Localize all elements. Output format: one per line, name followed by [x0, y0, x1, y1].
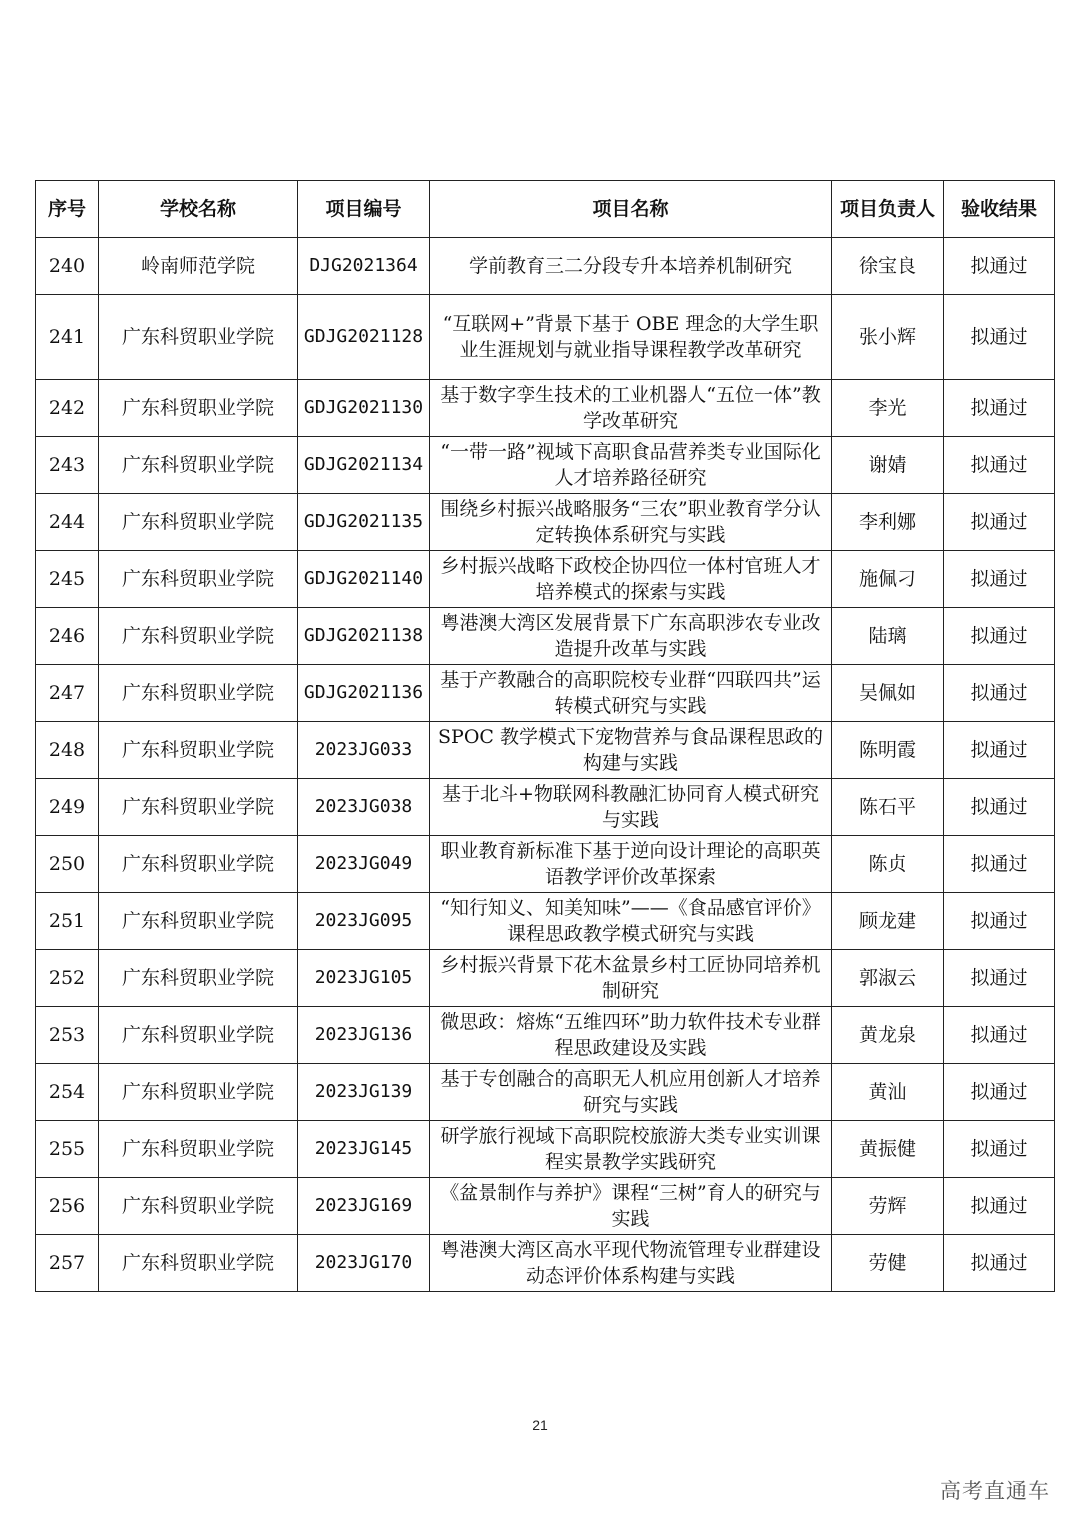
cell-result: 拟通过: [944, 295, 1055, 380]
project-acceptance-table: [35, 180, 1055, 1292]
cell-school: 广东科贸职业学院: [99, 950, 298, 1007]
cell-result: 拟通过: [944, 494, 1055, 551]
cell-seq: 245: [36, 551, 99, 608]
cell-result: 拟通过: [944, 1064, 1055, 1121]
cell-seq: 243: [36, 437, 99, 494]
cell-code: 2023JG170: [298, 1235, 430, 1292]
cell-result: 拟通过: [944, 437, 1055, 494]
cell-project-name: “一带一路”视域下高职食品营养类专业国际化人才培养路径研究: [430, 437, 832, 494]
cell-project-name: 研学旅行视域下高职院校旅游大类专业实训课程实景教学实践研究: [430, 1121, 832, 1178]
cell-project-name: 基于产教融合的高职院校专业群“四联四共”运转模式研究与实践: [430, 665, 832, 722]
cell-project-name: 《盆景制作与养护》课程“三树”育人的研究与实践: [430, 1178, 832, 1235]
header-code: 项目编号: [298, 181, 430, 238]
cell-leader: 黄龙泉: [832, 1007, 944, 1064]
cell-project-name: 乡村振兴战略下政校企协四位一体村官班人才培养模式的探索与实践: [430, 551, 832, 608]
header-result: 验收结果: [944, 181, 1055, 238]
cell-code: GDJG2021136: [298, 665, 430, 722]
header-name: 项目名称: [430, 181, 832, 238]
cell-school: 广东科贸职业学院: [99, 893, 298, 950]
cell-project-name: 学前教育三二分段专升本培养机制研究: [430, 238, 832, 295]
cell-result: 拟通过: [944, 836, 1055, 893]
cell-result: 拟通过: [944, 380, 1055, 437]
cell-leader: 黄汕: [832, 1064, 944, 1121]
cell-result: 拟通过: [944, 1178, 1055, 1235]
cell-school: 广东科贸职业学院: [99, 295, 298, 380]
cell-code: 2023JG136: [298, 1007, 430, 1064]
cell-project-name: “知行知义、知美知味”——《食品感官评价》课程思政教学模式研究与实践: [430, 893, 832, 950]
cell-school: 广东科贸职业学院: [99, 1064, 298, 1121]
cell-seq: 256: [36, 1178, 99, 1235]
cell-leader: 郭淑云: [832, 950, 944, 1007]
cell-project-name: 基于专创融合的高职无人机应用创新人才培养研究与实践: [430, 1064, 832, 1121]
header-leader: 项目负责人: [832, 181, 944, 238]
cell-result: 拟通过: [944, 551, 1055, 608]
table-row: [36, 295, 1055, 380]
table-row: [36, 380, 1055, 437]
cell-school: 广东科贸职业学院: [99, 437, 298, 494]
cell-school: 广东科贸职业学院: [99, 494, 298, 551]
cell-leader: 劳辉: [832, 1178, 944, 1235]
cell-code: 2023JG105: [298, 950, 430, 1007]
table-row: [36, 1121, 1055, 1178]
cell-seq: 244: [36, 494, 99, 551]
cell-code: GDJG2021130: [298, 380, 430, 437]
table-row: [36, 665, 1055, 722]
cell-school: 广东科贸职业学院: [99, 1007, 298, 1064]
cell-project-name: “互联网+”背景下基于 OBE 理念的大学生职业生涯规划与就业指导课程教学改革研究: [430, 295, 832, 380]
table-row: [36, 551, 1055, 608]
cell-seq: 248: [36, 722, 99, 779]
cell-leader: 陈明霞: [832, 722, 944, 779]
page-number: 21: [532, 1417, 548, 1433]
cell-seq: 241: [36, 295, 99, 380]
cell-leader: 李光: [832, 380, 944, 437]
table-row: [36, 494, 1055, 551]
table-row: [36, 238, 1055, 295]
cell-seq: 255: [36, 1121, 99, 1178]
cell-code: 2023JG169: [298, 1178, 430, 1235]
header-seq: 序号: [36, 181, 99, 238]
cell-seq: 254: [36, 1064, 99, 1121]
cell-project-name: 粤港澳大湾区高水平现代物流管理专业群建设动态评价体系构建与实践: [430, 1235, 832, 1292]
table-row: [36, 893, 1055, 950]
cell-leader: 李利娜: [832, 494, 944, 551]
cell-school: 广东科贸职业学院: [99, 608, 298, 665]
cell-code: GDJG2021134: [298, 437, 430, 494]
cell-school: 广东科贸职业学院: [99, 779, 298, 836]
cell-leader: 陈石平: [832, 779, 944, 836]
cell-code: 2023JG033: [298, 722, 430, 779]
cell-school: 广东科贸职业学院: [99, 1121, 298, 1178]
cell-seq: 257: [36, 1235, 99, 1292]
cell-result: 拟通过: [944, 1235, 1055, 1292]
cell-result: 拟通过: [944, 238, 1055, 295]
cell-school: 广东科贸职业学院: [99, 551, 298, 608]
cell-code: 2023JG038: [298, 779, 430, 836]
table-row: [36, 1235, 1055, 1292]
cell-code: GDJG2021140: [298, 551, 430, 608]
cell-seq: 251: [36, 893, 99, 950]
cell-leader: 黄振健: [832, 1121, 944, 1178]
cell-seq: 250: [36, 836, 99, 893]
cell-code: 2023JG145: [298, 1121, 430, 1178]
cell-seq: 246: [36, 608, 99, 665]
cell-project-name: 职业教育新标准下基于逆向设计理论的高职英语教学评价改革探索: [430, 836, 832, 893]
cell-project-name: 围绕乡村振兴战略服务“三农”职业教育学分认定转换体系研究与实践: [430, 494, 832, 551]
cell-seq: 249: [36, 779, 99, 836]
table-row: [36, 1178, 1055, 1235]
cell-result: 拟通过: [944, 1007, 1055, 1064]
cell-leader: 谢婧: [832, 437, 944, 494]
table-row: [36, 608, 1055, 665]
cell-code: GDJG2021138: [298, 608, 430, 665]
cell-result: 拟通过: [944, 779, 1055, 836]
table-header-row: [36, 181, 1055, 238]
cell-code: 2023JG095: [298, 893, 430, 950]
cell-result: 拟通过: [944, 893, 1055, 950]
cell-result: 拟通过: [944, 1121, 1055, 1178]
cell-school: 岭南师范学院: [99, 238, 298, 295]
cell-seq: 247: [36, 665, 99, 722]
table-row: [36, 836, 1055, 893]
cell-seq: 252: [36, 950, 99, 1007]
cell-code: GDJG2021128: [298, 295, 430, 380]
cell-school: 广东科贸职业学院: [99, 665, 298, 722]
cell-leader: 施佩刁: [832, 551, 944, 608]
cell-seq: 242: [36, 380, 99, 437]
cell-school: 广东科贸职业学院: [99, 380, 298, 437]
cell-code: 2023JG139: [298, 1064, 430, 1121]
cell-school: 广东科贸职业学院: [99, 1235, 298, 1292]
table-row: [36, 1007, 1055, 1064]
table-row: [36, 722, 1055, 779]
cell-leader: 徐宝良: [832, 238, 944, 295]
cell-code: GDJG2021135: [298, 494, 430, 551]
cell-code: 2023JG049: [298, 836, 430, 893]
cell-project-name: 微思政：熔炼“五维四环”助力软件技术专业群程思政建设及实践: [430, 1007, 832, 1064]
cell-school: 广东科贸职业学院: [99, 1178, 298, 1235]
cell-leader: 张小辉: [832, 295, 944, 380]
cell-leader: 劳健: [832, 1235, 944, 1292]
cell-leader: 陆璃: [832, 608, 944, 665]
cell-project-name: SPOC 教学模式下宠物营养与食品课程思政的构建与实践: [430, 722, 832, 779]
table-row: [36, 950, 1055, 1007]
cell-result: 拟通过: [944, 665, 1055, 722]
cell-leader: 陈贞: [832, 836, 944, 893]
header-school: 学校名称: [99, 181, 298, 238]
cell-result: 拟通过: [944, 950, 1055, 1007]
cell-code: DJG2021364: [298, 238, 430, 295]
cell-seq: 240: [36, 238, 99, 295]
cell-seq: 253: [36, 1007, 99, 1064]
cell-result: 拟通过: [944, 608, 1055, 665]
cell-school: 广东科贸职业学院: [99, 722, 298, 779]
cell-project-name: 基于数字孪生技术的工业机器人“五位一体”教学改革研究: [430, 380, 832, 437]
cell-result: 拟通过: [944, 722, 1055, 779]
table-row: [36, 779, 1055, 836]
cell-school: 广东科贸职业学院: [99, 836, 298, 893]
cell-project-name: 乡村振兴背景下花木盆景乡村工匠协同培养机制研究: [430, 950, 832, 1007]
table-row: [36, 1064, 1055, 1121]
cell-project-name: 粤港澳大湾区发展背景下广东高职涉农专业改造提升改革与实践: [430, 608, 832, 665]
cell-project-name: 基于北斗+物联网科教融汇协同育人模式研究与实践: [430, 779, 832, 836]
table-row: [36, 437, 1055, 494]
cell-leader: 吴佩如: [832, 665, 944, 722]
cell-leader: 顾龙建: [832, 893, 944, 950]
watermark: 高考直通车: [940, 1479, 1050, 1503]
